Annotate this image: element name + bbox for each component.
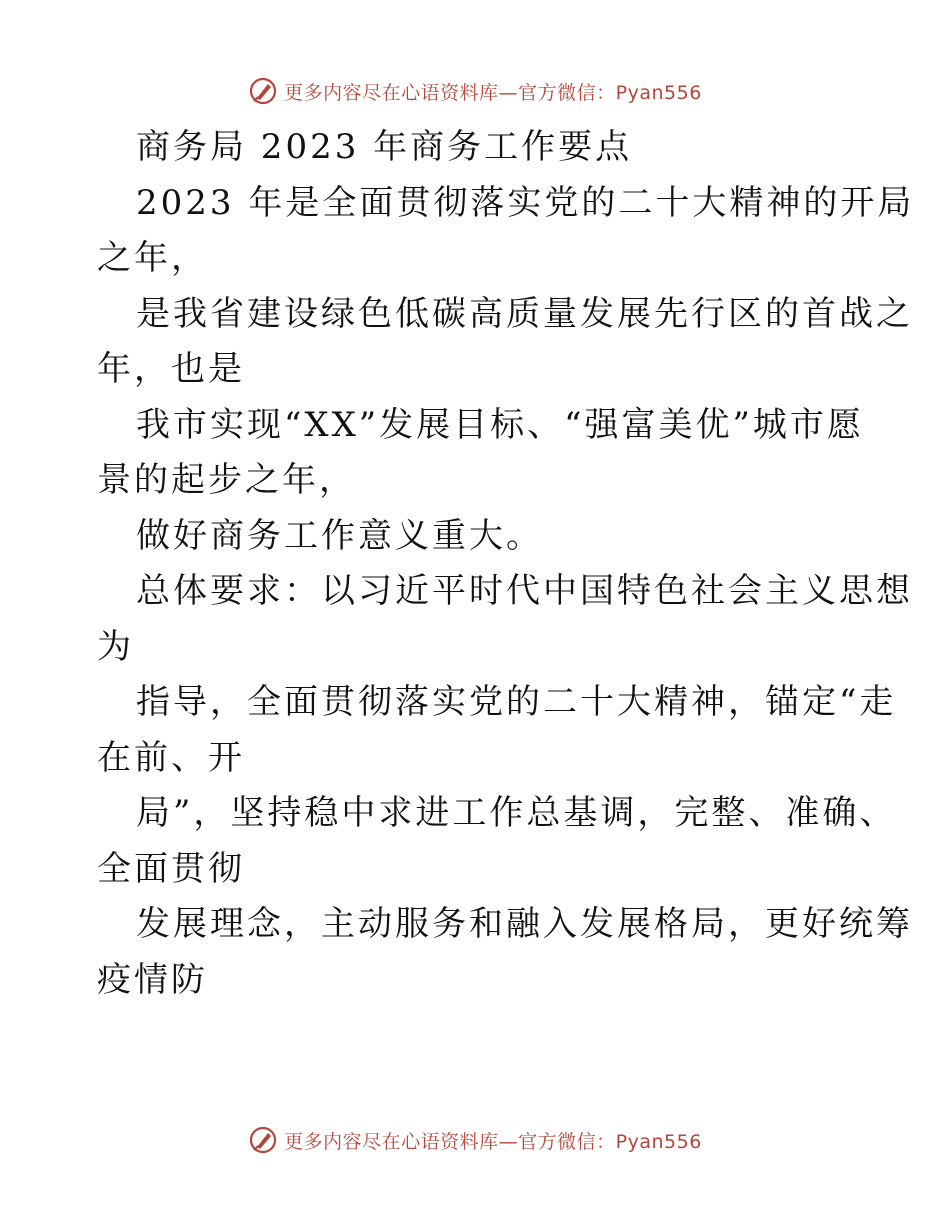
text-line: 年，也是: [97, 349, 245, 389]
document-body: [97, 120, 915, 1008]
footer-banner: [0, 1122, 950, 1158]
text-line: 景的起步之年，: [97, 460, 356, 500]
text-line: 总体要求：以习近平时代中国特色社会主义思想: [136, 571, 913, 611]
text-line: 我市实现“XX”发展目标、“强富美优”城市愿: [136, 404, 864, 445]
text-line: 在前、开: [97, 737, 245, 778]
header-banner: [0, 73, 950, 109]
banner-text: 更多内容尽在心语资料库—官方微信：Pyan556: [284, 81, 702, 104]
text-line: 全面贯彻: [97, 848, 245, 889]
text-line: 是我省建设绿色低碳高质量发展先行区的首战之: [136, 293, 913, 334]
text-line: 商务局 2023 年商务工作要点: [136, 127, 633, 167]
text-line: 2023 年是全面贯彻落实党的二十大精神的开局: [136, 182, 915, 223]
text-line: 为: [97, 626, 134, 667]
text-line: 发展理念，主动服务和融入发展格局，更好统筹: [136, 904, 913, 944]
text-line: 局”，坚持稳中求进工作总基调，完整、准确、: [136, 793, 897, 833]
banner-text: 更多内容尽在心语资料库—官方微信：Pyan556: [284, 1130, 702, 1153]
quill-logo-icon: [248, 1125, 278, 1155]
text-line: 做好商务工作意义重大。: [136, 515, 543, 556]
text-line: 疫情防: [97, 959, 208, 1000]
text-line: 之年，: [97, 238, 208, 278]
text-line: 指导，全面贯彻落实党的二十大精神，锚定“走: [136, 682, 897, 722]
quill-logo-icon: [248, 76, 278, 106]
